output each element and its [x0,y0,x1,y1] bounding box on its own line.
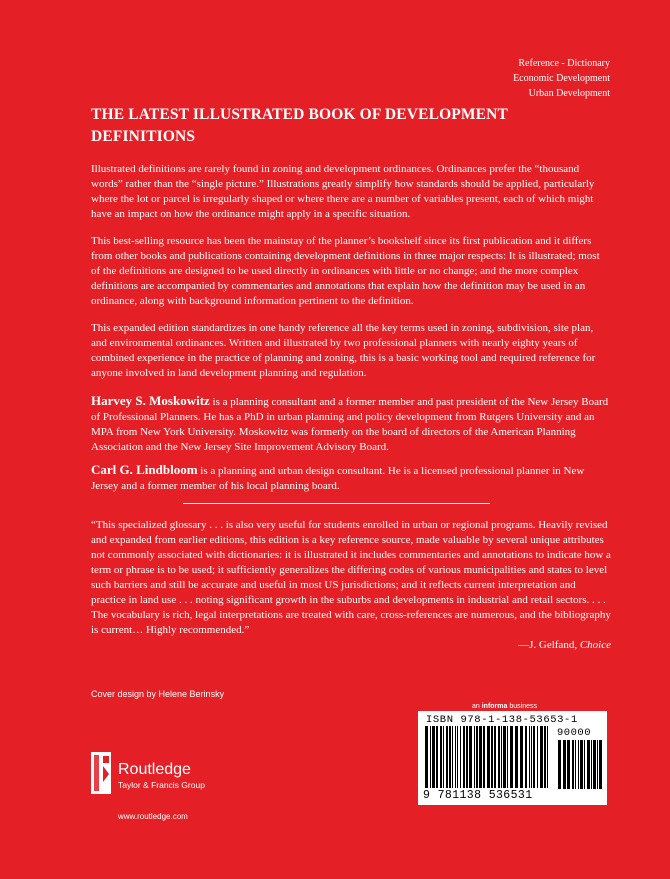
main-content [91,104,611,501]
informa-suffix: business [507,703,537,710]
headline-line-2: DEFINITIONS [91,128,196,145]
quote-attribution [91,638,611,653]
informa-business-line [472,703,537,710]
author-bio-2 [91,462,611,494]
author-name-2: Carl G. Lindbloom [91,462,198,477]
author-name-1: Harvey S. Moskowitz [91,393,210,408]
ean-barcode [424,726,552,788]
quote-text: “This specialized glossary . . . is also very useful for students enrolled in urban or regional programs. Heavily revised and expanded from earlier editions, this edition is a key reference source, made valuable by several unique attributes not commonly associated with dictionaries: it is illustrated it includes commentaries and annotations to indicate how a term or phrase is to be used; it sufficiently generalizes the differing codes of various municipalities and states to level such barriers and still be accurate and useful in most US jurisdictions; and it reflects current interpretation and practice in land use . . . noting significant growth in the suburbs and developments in industrial and retail sectors. . . . The vocabulary is rich, legal interpretations are treated with care, cross-references are numerous, and the bibliography is current… Highly recommended.” [91,519,611,636]
barcode-box [418,711,607,805]
headline-line-1: THE LATEST ILLUSTRATED BOOK OF DEVELOPMENT [91,106,508,123]
ean-number: 9 781138 536531 [423,789,533,802]
category-2: Economic Development [513,73,610,84]
category-3: Urban Development [528,88,610,99]
price-code: 90000 [557,727,592,739]
author-bio-text-2: is a planning and urban design consultant. He is a licensed professional planner in New Jersey and a former member of his local planning board. [91,465,585,492]
cover-credit: Cover design by Helene Berinsky [91,689,225,699]
publisher-logo [91,752,211,802]
informa-prefix: an [472,703,482,710]
author-bio-1 [91,393,611,455]
informa-brand: informa [481,703,508,710]
publisher-name: Routledge [118,761,191,778]
addon-barcode [557,740,603,789]
paragraph-1: Illustrated definitions are rarely found in zoning and development ordinances. Ordinances prefer the “thousand words” rather than the “single picture.” Illustrations greatly simplify how standards should be applied, particularly where the lot or parcel is irregularly shaped or where there are a number of variables present, each of which might have an impact on how the ordinance might apply in a specific situation. [91,163,595,220]
publisher-group: Taylor & Francis Group [118,780,205,790]
divider-line [183,503,490,504]
subject-categories [513,56,610,101]
category-1: Reference - Dictionary [518,58,610,69]
attribution-source: Choice [579,639,611,651]
publisher-url: www.routledge.com [118,812,188,821]
routledge-logo-icon [91,752,113,794]
review-quote [91,518,611,653]
paragraph-2: This best-selling resource has been the mainstay of the planner’s bookshelf since its first publication and it differs from other books and publications containing development definitions in three major respects: It is illustrated; most of the definitions are designed to be used directly in ordinances with little or no change; and the more complex definitions are accompanied by commentaries and annotations that explain how the definition may be used in an ordinance, along with background information pertinent to the definition. [91,235,600,307]
isbn-label: ISBN 978-1-138-53653-1 [426,714,578,726]
headline [91,104,611,148]
attribution-prefix: —J. Gelfand, [518,639,580,651]
author-bio-text-1: is a planning consultant and a former member and past president of the New Jersey Board of Professional Planners. He has a PhD in urban planning and policy development from Rutgers University and an MPA from New York University. Moskowitz was formerly on the board of directors of the American Planning Association and the New Jersey Site Improvement Advisory Board. [91,396,609,453]
paragraph-3: This expanded edition standardizes in one handy reference all the key terms used in zoning, subdivision, site plan, and environmental ordinances. Written and illustrated by two professional planners with nearly eighty years of combined experience in the practice of planning and zoning, this is a basic working tool and required reference for anyone involved in land development planning and regulation. [91,322,596,379]
